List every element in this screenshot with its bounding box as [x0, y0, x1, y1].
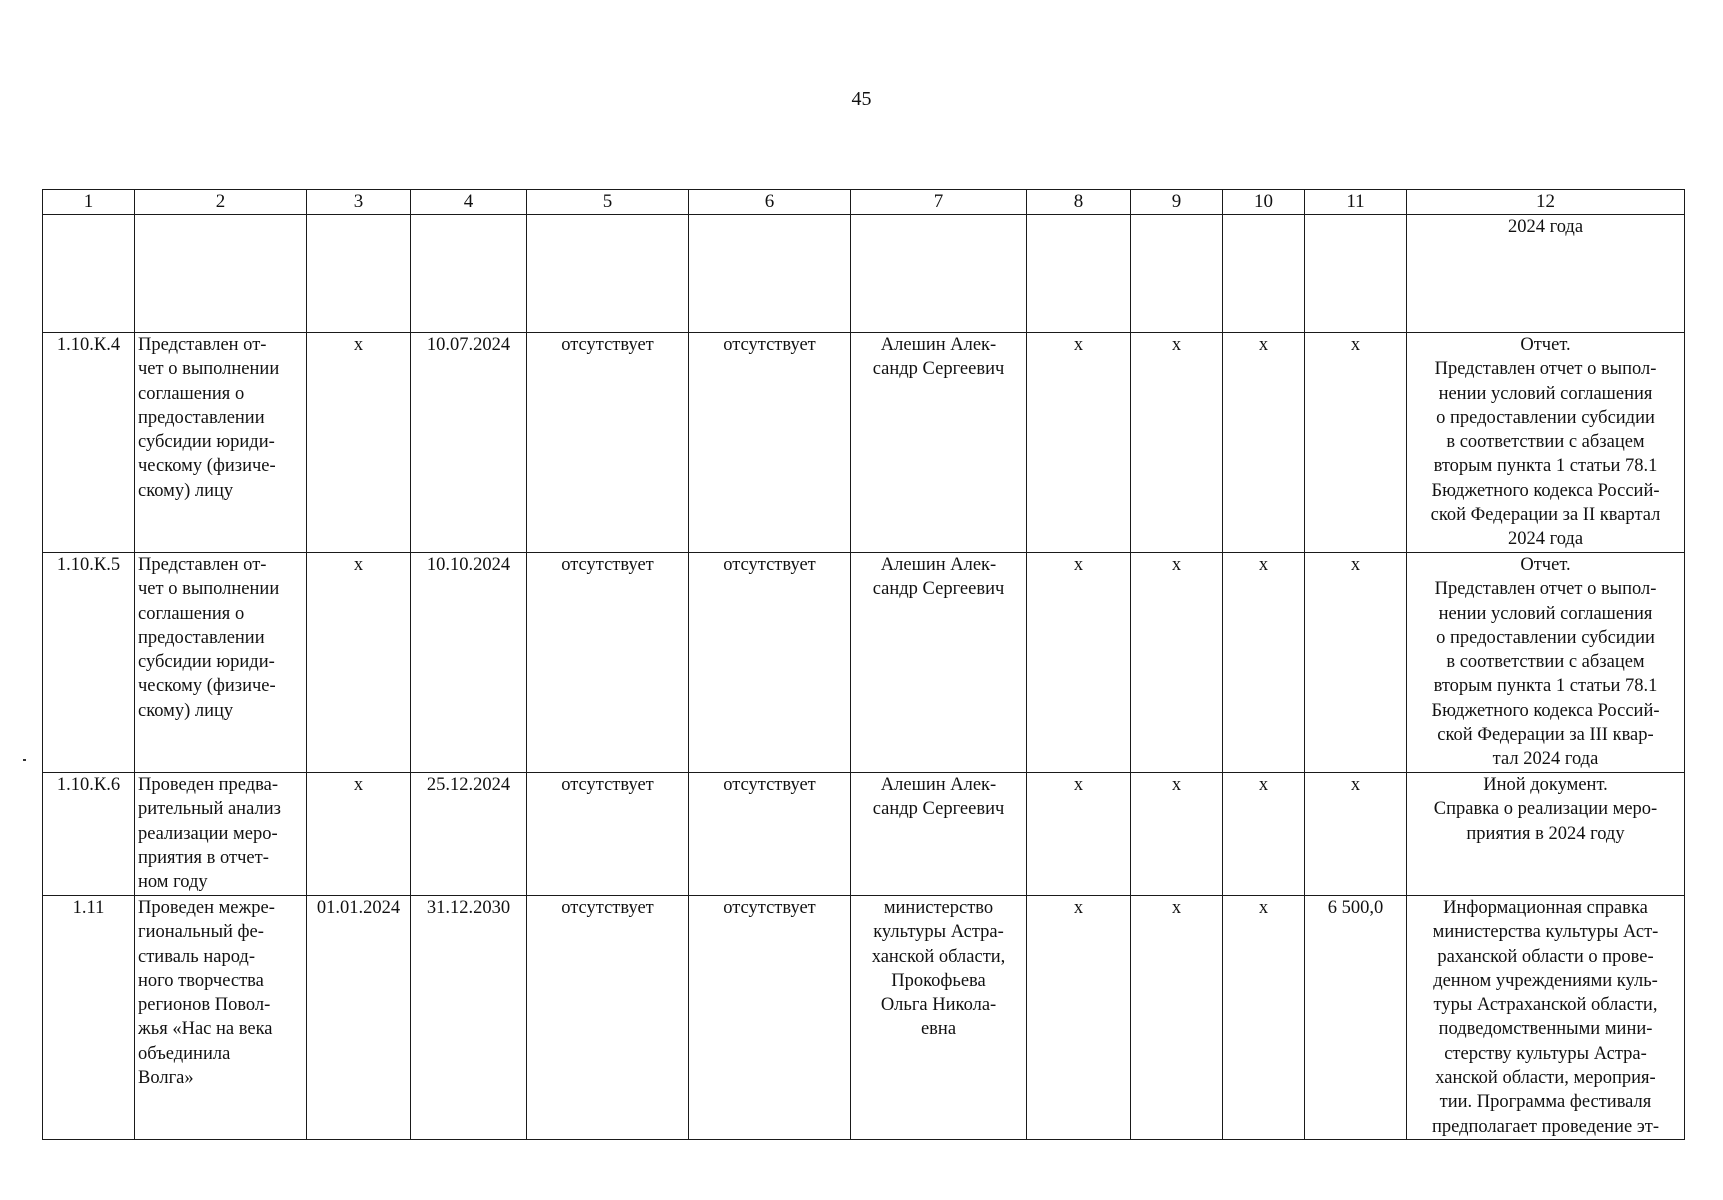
table-row [43, 773, 1685, 896]
row-result-cell: Иной документ. Справка о реализации меро- приятия в 2024 году [1407, 773, 1685, 896]
row-col10-cell: x [1223, 896, 1305, 1140]
row-id-cell [43, 215, 135, 333]
row-responsible-cell: Алешин Алек- сандр Сергеевич [851, 333, 1027, 553]
row-end-cell: 31.12.2030 [411, 896, 527, 1140]
row-result-cell: 2024 года [1407, 215, 1685, 333]
header-cell: 7 [851, 190, 1027, 215]
row-col5-cell: отсутствует [527, 896, 689, 1140]
row-start-cell: x [307, 773, 411, 896]
header-cell: 6 [689, 190, 851, 215]
row-result-cell: Отчет. Представлен отчет о выпол- нении условий соглашения о предоставлении субсидии в соответствии с абзацем вторым пункта 1 статьи 78.1 Бюджетного кодекса Россий- ской Федерации за II квартал 2024 года [1407, 333, 1685, 553]
page-number: 45 [851, 88, 872, 110]
row-col9-cell [1131, 215, 1223, 333]
row-col6-cell: отсутствует [689, 553, 851, 773]
row-col8-cell [1027, 215, 1131, 333]
row-col9-cell: x [1131, 773, 1223, 896]
row-name-cell [135, 215, 307, 333]
scan-speck [23, 759, 26, 761]
row-col6-cell: отсутствует [689, 333, 851, 553]
row-col5-cell: отсутствует [527, 333, 689, 553]
row-col9-cell: x [1131, 553, 1223, 773]
header-cell: 12 [1407, 190, 1685, 215]
table-row [43, 553, 1685, 773]
table-row [43, 333, 1685, 553]
row-name-cell: Представлен от- чет о выполнении соглашения о предоставлении субсидии юриди- ческому (физиче- скому) лицу [135, 333, 307, 553]
row-id-cell: 1.10.К.6 [43, 773, 135, 896]
row-col8-cell: x [1027, 333, 1131, 553]
row-col11-cell: x [1305, 553, 1407, 773]
row-col11-cell [1305, 215, 1407, 333]
row-responsible-cell: Алешин Алек- сандр Сергеевич [851, 773, 1027, 896]
row-col11-cell: x [1305, 773, 1407, 896]
header-cell: 1 [43, 190, 135, 215]
table-row [43, 896, 1685, 1140]
row-responsible-cell: Алешин Алек- сандр Сергеевич [851, 553, 1027, 773]
row-start-cell: x [307, 333, 411, 553]
header-cell: 8 [1027, 190, 1131, 215]
row-name-cell: Проведен предва- рительный анализ реализации меро- приятия в отчет- ном году [135, 773, 307, 896]
header-cell: 10 [1223, 190, 1305, 215]
row-end-cell [411, 215, 527, 333]
row-start-cell [307, 215, 411, 333]
row-col6-cell: отсутствует [689, 896, 851, 1140]
row-start-cell: x [307, 553, 411, 773]
results-table [42, 189, 1685, 1140]
row-responsible-cell [851, 215, 1027, 333]
row-end-cell: 25.12.2024 [411, 773, 527, 896]
header-cell: 11 [1305, 190, 1407, 215]
row-col11-cell: x [1305, 333, 1407, 553]
row-id-cell: 1.10.К.5 [43, 553, 135, 773]
row-id-cell: 1.11 [43, 896, 135, 1140]
row-col8-cell: x [1027, 896, 1131, 1140]
header-cell: 5 [527, 190, 689, 215]
row-col6-cell: отсутствует [689, 773, 851, 896]
row-col11-cell: 6 500,0 [1305, 896, 1407, 1140]
table-header-row [43, 190, 1685, 215]
header-cell: 3 [307, 190, 411, 215]
row-col6-cell [689, 215, 851, 333]
header-cell: 2 [135, 190, 307, 215]
row-col9-cell: x [1131, 896, 1223, 1140]
row-col8-cell: x [1027, 553, 1131, 773]
header-cell: 9 [1131, 190, 1223, 215]
row-col10-cell: x [1223, 773, 1305, 896]
row-col5-cell: отсутствует [527, 773, 689, 896]
row-responsible-cell: министерство культуры Астра- ханской области, Прокофьева Ольга Никола- евна [851, 896, 1027, 1140]
row-col8-cell: x [1027, 773, 1131, 896]
row-end-cell: 10.10.2024 [411, 553, 527, 773]
row-col10-cell: x [1223, 333, 1305, 553]
row-result-cell: Отчет. Представлен отчет о выпол- нении условий соглашения о предоставлении субсидии в соответствии с абзацем вторым пункта 1 статьи 78.1 Бюджетного кодекса Россий- ской Федерации за III квар- тал 2024 года [1407, 553, 1685, 773]
row-col10-cell [1223, 215, 1305, 333]
header-cell: 4 [411, 190, 527, 215]
row-id-cell: 1.10.К.4 [43, 333, 135, 553]
row-name-cell: Проведен межре- гиональный фе- стиваль народ- ного творчества регионов Повол- жья «Нас на века объединила Волга» [135, 896, 307, 1140]
row-end-cell: 10.07.2024 [411, 333, 527, 553]
row-start-cell: 01.01.2024 [307, 896, 411, 1140]
row-col5-cell [527, 215, 689, 333]
table-row [43, 215, 1685, 333]
row-col10-cell: x [1223, 553, 1305, 773]
row-col9-cell: x [1131, 333, 1223, 553]
row-result-cell: Информационная справка министерства культуры Аст- раханской области о прове- денном учреждениями куль- туры Астраханской области, подведомственными мини- стерству культуры Астра- ханской области, мероприя- тии. Программа фестиваля предполагает проведение эт- [1407, 896, 1685, 1140]
row-col5-cell: отсутствует [527, 553, 689, 773]
row-name-cell: Представлен от- чет о выполнении соглашения о предоставлении субсидии юриди- ческому (физиче- скому) лицу [135, 553, 307, 773]
